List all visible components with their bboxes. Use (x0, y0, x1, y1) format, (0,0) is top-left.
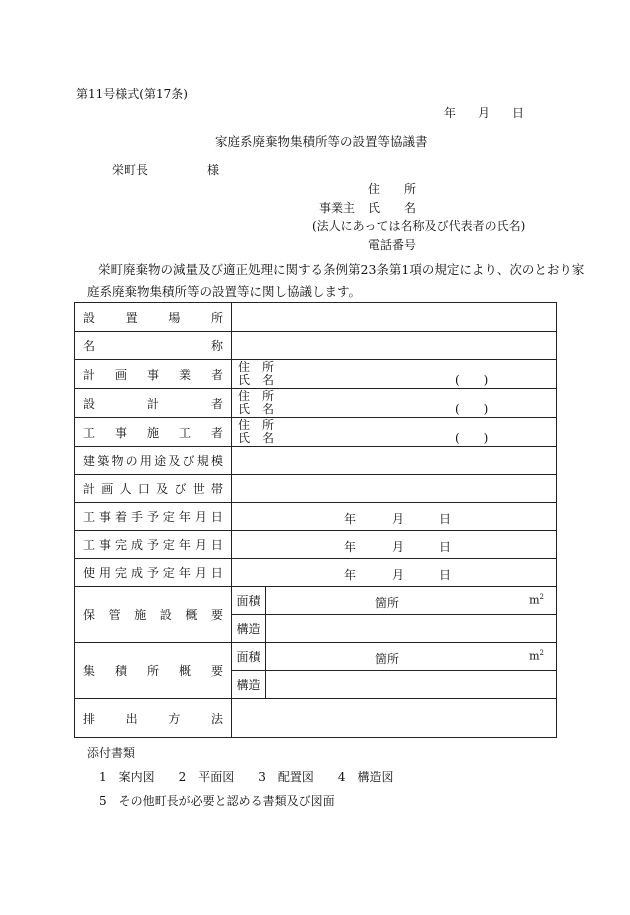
date-day: 日 (439, 568, 452, 582)
label-char: 年 (178, 538, 191, 552)
label-char: 要 (210, 608, 223, 622)
label-char: 出 (125, 711, 138, 726)
label-char: 者 (210, 367, 223, 382)
label-char: 者 (210, 396, 223, 411)
label-char: 工 (83, 425, 96, 440)
date-month: 月 (478, 106, 491, 120)
label-char: 方 (168, 711, 181, 726)
places-label: 箇所 (375, 652, 400, 666)
label-char: 保 (83, 608, 96, 622)
label-char: び (182, 454, 195, 468)
label-char: 名 (83, 339, 96, 353)
label-text (83, 536, 223, 553)
body-text-line-1: 栄町廃棄物の減量及び適正処理に関する条例第23条第1項の規定により、次のとおり家 (98, 262, 585, 277)
corporation-note: (法人にあっては名称及び代表者の氏名) (312, 219, 526, 233)
label-char: 場 (168, 310, 181, 325)
label-char: 工 (83, 538, 96, 552)
attachments-line-2: 5 その他町長が必要と認める書類及び図面 (99, 794, 335, 808)
square-meter-unit: $m^2$ (529, 593, 544, 607)
label-text (83, 395, 223, 412)
label-char: 日 (210, 538, 223, 552)
label-name (75, 332, 232, 360)
label-char: 業 (178, 367, 191, 382)
date-year: 年 (444, 106, 457, 120)
label-char: 定 (162, 538, 175, 552)
label-contractor (75, 418, 232, 447)
location-field[interactable] (232, 303, 557, 332)
label-char: 定 (162, 510, 175, 524)
applicant-name-label: 氏 名 (368, 201, 417, 215)
label-text (83, 424, 223, 441)
addressee-name: 栄町長 (112, 163, 149, 177)
date-day: 日 (512, 106, 525, 120)
collection-structure-label: 構造 (232, 671, 266, 699)
label-char: 及 (168, 454, 181, 468)
label-char: 所 (146, 664, 159, 678)
label-char: 計 (146, 396, 159, 411)
label-location (75, 303, 232, 332)
label-char: 成 (130, 566, 143, 580)
label-char: 建 (83, 454, 96, 468)
sub-address-label: 住 所 (238, 418, 275, 432)
label-char: 用 (98, 566, 111, 580)
label-char: 月 (194, 510, 207, 524)
label-char: 事 (146, 367, 159, 382)
date-year: 年 (344, 540, 357, 554)
label-char: 事 (98, 510, 111, 524)
storage-structure-field[interactable] (266, 615, 557, 643)
label-char: 口 (137, 482, 150, 496)
planned-population-field[interactable] (232, 475, 557, 503)
label-completion-date (75, 531, 232, 559)
document-title: 家庭系廃棄物集積所等の設置等協議書 (215, 134, 428, 149)
label-char: 及 (156, 482, 169, 496)
label-char: 排 (83, 711, 96, 726)
label-char: 概 (178, 664, 191, 678)
label-char: 世 (192, 482, 205, 496)
label-char: 年 (178, 510, 191, 524)
label-designer (75, 389, 232, 418)
use-start-date-field[interactable] (232, 559, 557, 587)
body-text-line-2: 庭系廃棄物集積所等の設置等に関し協議します。 (87, 284, 362, 299)
addressee-honorific: 様 (207, 163, 220, 177)
label-char: 予 (146, 538, 159, 552)
completion-date-field[interactable] (232, 531, 557, 559)
designer-field[interactable] (232, 389, 557, 418)
label-planned-population (75, 475, 232, 503)
collection-area-field[interactable] (266, 643, 557, 671)
collection-area-label: 面積 (232, 643, 266, 671)
label-char: 計 (83, 367, 96, 382)
label-char: 設 (83, 396, 96, 411)
consultation-form-table (74, 302, 557, 738)
disposal-method-field[interactable] (232, 699, 557, 738)
label-text (83, 366, 223, 383)
applicant-role: 事業主 (319, 201, 356, 215)
label-char: 設 (159, 608, 172, 622)
label-char: 設 (83, 310, 96, 325)
label-char: の (125, 454, 138, 468)
label-char: 成 (130, 538, 143, 552)
attachments-line-1: 1 案内図 2 平面図 3 配置図 4 構造図 (99, 770, 394, 784)
label-char: 月 (194, 538, 207, 552)
label-char: 年 (178, 566, 191, 580)
label-char: 日 (210, 566, 223, 580)
label-char: 使 (83, 566, 96, 580)
label-collection-overview (75, 643, 232, 699)
date-month: 月 (392, 512, 405, 526)
name-field[interactable] (232, 332, 557, 360)
label-storage-overview (75, 587, 232, 643)
label-char: 称 (210, 339, 223, 353)
label-text (83, 337, 223, 354)
label-char: 帯 (210, 482, 223, 496)
date-year: 年 (344, 568, 357, 582)
label-char: 集 (83, 664, 96, 678)
label-char: 工 (83, 510, 96, 524)
label-char: 着 (114, 510, 127, 524)
label-char: 事 (114, 425, 127, 440)
date-month: 月 (392, 568, 405, 582)
label-char: 法 (210, 711, 223, 726)
sub-address-label: 住 所 (238, 360, 275, 374)
label-text (83, 452, 223, 469)
label-text (83, 662, 223, 679)
paren: ( ) (455, 402, 489, 416)
label-char: 規 (196, 454, 209, 468)
label-planner (75, 360, 232, 389)
label-char: 人 (119, 482, 132, 496)
contractor-field[interactable] (232, 418, 557, 447)
date-year: 年 (344, 512, 357, 526)
label-char: び (174, 482, 187, 496)
label-char: 工 (178, 425, 191, 440)
planner-field[interactable] (232, 360, 557, 389)
label-text (83, 309, 223, 326)
label-text (83, 606, 223, 623)
sub-name-label: 氏 名 (238, 402, 275, 416)
label-char: 予 (146, 566, 159, 580)
label-char: 築 (97, 454, 110, 468)
form-number: 第11号様式(第17条) (76, 87, 188, 101)
paren: ( ) (455, 373, 489, 387)
storage-structure-label: 構造 (232, 615, 266, 643)
label-char: 者 (210, 425, 223, 440)
storage-area-field[interactable] (266, 587, 557, 615)
label-text (83, 480, 223, 497)
date-day: 日 (439, 540, 452, 554)
label-char: 物 (111, 454, 124, 468)
label-char: 完 (114, 566, 127, 580)
label-char: 月 (194, 566, 207, 580)
date-day: 日 (439, 512, 452, 526)
label-char: 完 (114, 538, 127, 552)
places-label: 箇所 (375, 596, 400, 610)
square-meter-unit: $m^2$ (529, 649, 544, 663)
paren: ( ) (455, 431, 489, 445)
label-char: 画 (101, 482, 114, 496)
applicant-address-label: 住 所 (368, 182, 417, 196)
label-char: 施 (146, 425, 159, 440)
label-char: 積 (114, 664, 127, 678)
label-char: 施 (134, 608, 147, 622)
date-month: 月 (392, 540, 405, 554)
label-char: 概 (185, 608, 198, 622)
label-char: 所 (210, 310, 223, 325)
label-char: 用 (139, 454, 152, 468)
building-use-field[interactable] (232, 447, 557, 475)
collection-structure-field[interactable] (266, 671, 557, 699)
sub-address-label: 住 所 (238, 389, 275, 403)
label-char: 管 (108, 608, 121, 622)
label-char: 模 (210, 454, 223, 468)
label-char: 手 (130, 510, 143, 524)
label-building-use (75, 447, 232, 475)
label-char: 置 (125, 310, 138, 325)
label-char: 要 (210, 664, 223, 678)
label-char: 途 (154, 454, 167, 468)
sub-name-label: 氏 名 (238, 373, 275, 387)
date-line (444, 104, 524, 121)
label-text (83, 564, 223, 581)
label-text (83, 508, 223, 525)
label-disposal-method (75, 699, 232, 738)
label-char: 予 (146, 510, 159, 524)
label-char: 日 (210, 510, 223, 524)
label-start-date (75, 503, 232, 531)
label-char: 画 (114, 367, 127, 382)
label-text (83, 710, 223, 727)
start-date-field[interactable] (232, 503, 557, 531)
label-use-start-date (75, 559, 232, 587)
label-char: 計 (83, 482, 96, 496)
sub-name-label: 氏 名 (238, 431, 275, 445)
label-char: 事 (98, 538, 111, 552)
label-char: 定 (162, 566, 175, 580)
attachments-heading: 添付書類 (87, 746, 136, 760)
applicant-phone-label: 電話番号 (368, 238, 417, 252)
storage-area-label: 面積 (232, 587, 266, 615)
